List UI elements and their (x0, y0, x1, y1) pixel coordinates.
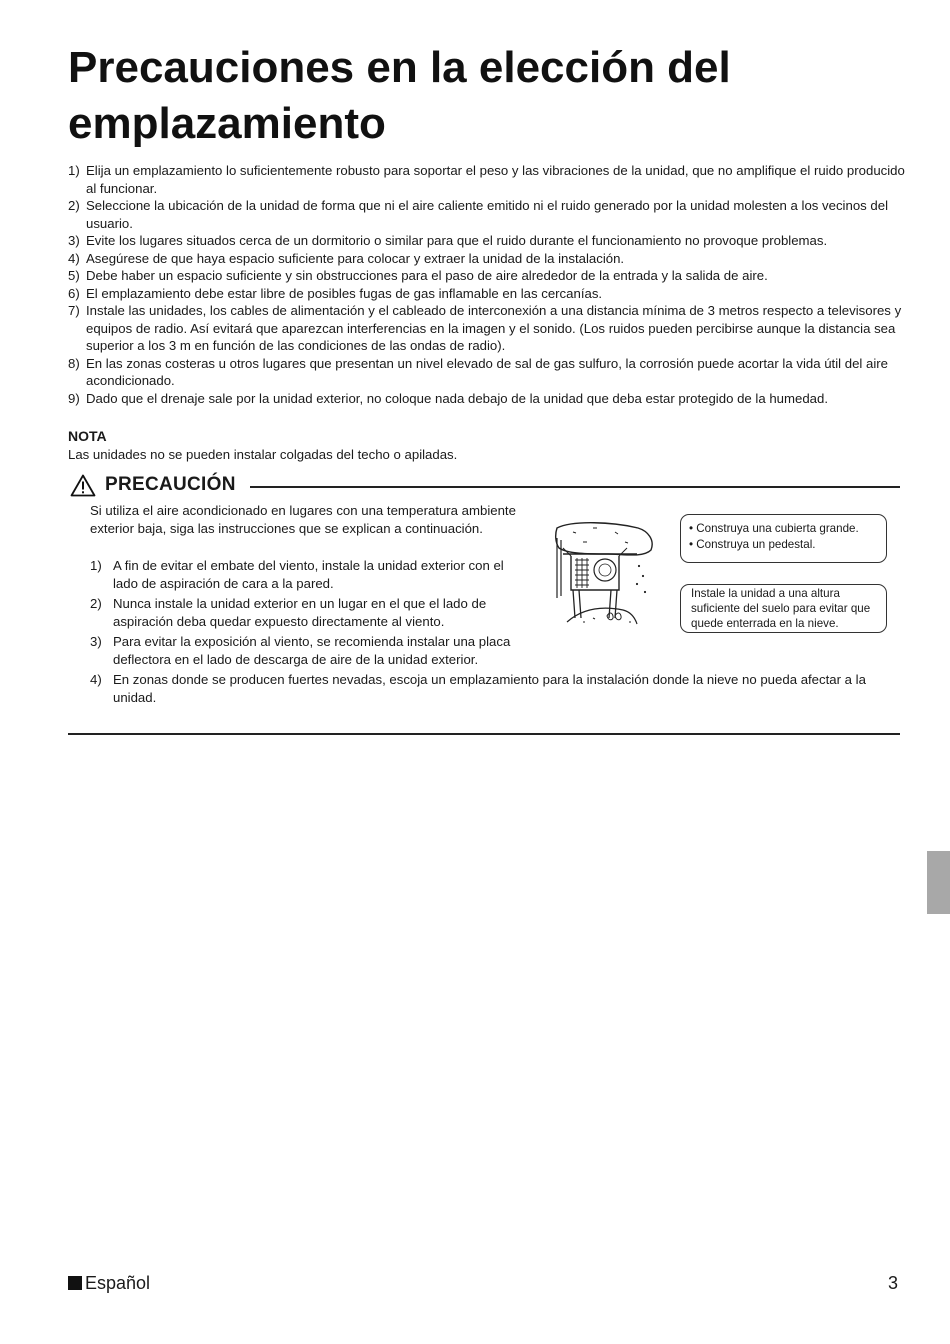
precaution-title: PRECAUCIÓN (105, 474, 236, 495)
item-number: 3) (90, 634, 102, 649)
item-number: 8) (68, 355, 80, 371)
item-text: Dado que el drenaje sale por la unidad exterior, no coloque nada debajo de la unidad que deba estar protegido de la humedad. (86, 390, 828, 406)
header-divider (250, 486, 900, 488)
list-item (90, 633, 902, 668)
section-divider (68, 733, 900, 735)
callout-line: • Construya un pedestal. (689, 538, 816, 551)
list-item (68, 355, 908, 390)
page-number: 3 (888, 1273, 899, 1293)
item-number: 4) (68, 250, 80, 266)
item-text: En zonas donde se producen fuertes nevadas, escoja un emplazamiento para la instalación donde la nieve no pueda afectar a la unidad. (113, 672, 866, 705)
list-item (90, 671, 902, 706)
nota-text: Las unidades no se pueden instalar colgadas del techo o apiladas. (68, 447, 458, 462)
page-title: Precauciones en la elección del emplazamiento (68, 43, 731, 148)
item-number: 6) (68, 285, 80, 301)
item-number: 2) (68, 198, 80, 213)
list-item (68, 285, 908, 303)
item-number: 2) (90, 596, 102, 611)
item-number: 4) (90, 672, 102, 687)
item-text: Elija un emplazamiento lo suficientemente robusto para soportar el peso y las vibraciones de la unidad, que no amplifique el ruido producido al funcionar. (86, 163, 905, 196)
item-number: 1) (68, 163, 80, 178)
item-text: Evite los lugares situados cerca de un dormitorio o similar para que el ruido durante el funcionamiento no provoque problemas. (86, 233, 828, 248)
item-number: 1) (90, 558, 102, 573)
precaution-list (90, 557, 902, 709)
snow-cover-illustration (553, 518, 683, 630)
item-text: El emplazamiento debe estar libre de posibles fugas de gas inflamable en las cercanías. (86, 285, 603, 301)
item-text: Asegúrese de que haya espacio suficiente para colocar y extraer la unidad de la instalación. (86, 250, 625, 266)
list-item (68, 250, 908, 268)
item-text: Seleccione la ubicación de la unidad de forma que ni el aire caliente emitido ni el ruido generado por la unidad molesten a los vecinos del usuario. (86, 198, 889, 231)
list-item (68, 162, 908, 197)
precaution-intro: Si utiliza el aire acondicionado en lugares con una temperatura ambiente exterior baja, siga las instrucciones que se explican a continuación. (90, 503, 516, 536)
item-text: Debe haber un espacio suficiente y sin obstrucciones para el paso de aire alrededor de la entrada y la salida de aire. (86, 268, 768, 283)
item-text: Para evitar la exposición al viento, se recomienda instalar una placa deflectora en el lado de descarga de aire de la unidad exterior. (113, 634, 511, 667)
item-number: 3) (68, 233, 80, 248)
list-item (68, 390, 908, 408)
callout-line: • Construya una cubierta grande. (689, 522, 859, 535)
item-text: Nunca instale la unidad exterior en un lugar en el que el lado de aspiración deba quedar expuesto directamente al viento. (113, 596, 487, 629)
item-text: En las zonas costeras u otros lugares que presentan un nivel elevado de sal de gas sulfuro, la corrosión puede acortar la vida útil del aire acondicionado. (86, 355, 888, 388)
list-item (68, 302, 908, 355)
callout-height (680, 584, 887, 633)
warning-triangle-icon (70, 474, 96, 497)
language-label: Español (85, 1273, 151, 1293)
language-side-tab (927, 851, 950, 914)
precaution-header (68, 471, 900, 499)
list-item (68, 232, 908, 250)
item-number: 9) (68, 390, 80, 406)
callout-text: Instale la unidad a una altura suficiente del suelo para evitar que quede enterrada en la nieve. (691, 587, 871, 631)
site-selection-list (68, 162, 908, 407)
callout-cover-pedestal (680, 514, 887, 563)
footer-language (68, 1272, 150, 1294)
item-text: Instale las unidades, los cables de alimentación y el cableado de interconexión a una distancia mínima de 3 metros respecto a televisores y equipos de radio. Así evitará que aparezcan interferencias en la imagen y el sonido. (Los ruidos pueden percibirse aunque la distancia sea superior a los 3 m en función de las condiciones de las ondas de radio). (86, 303, 902, 353)
item-number: 7) (68, 303, 80, 318)
nota-heading: NOTA (68, 428, 107, 444)
item-number: 5) (68, 268, 80, 283)
list-item (68, 267, 908, 285)
item-text: A fin de evitar el embate del viento, instale la unidad exterior con el lado de aspiración de cara a la pared. (113, 558, 504, 591)
list-item (68, 197, 908, 232)
square-bullet-icon (68, 1276, 82, 1290)
